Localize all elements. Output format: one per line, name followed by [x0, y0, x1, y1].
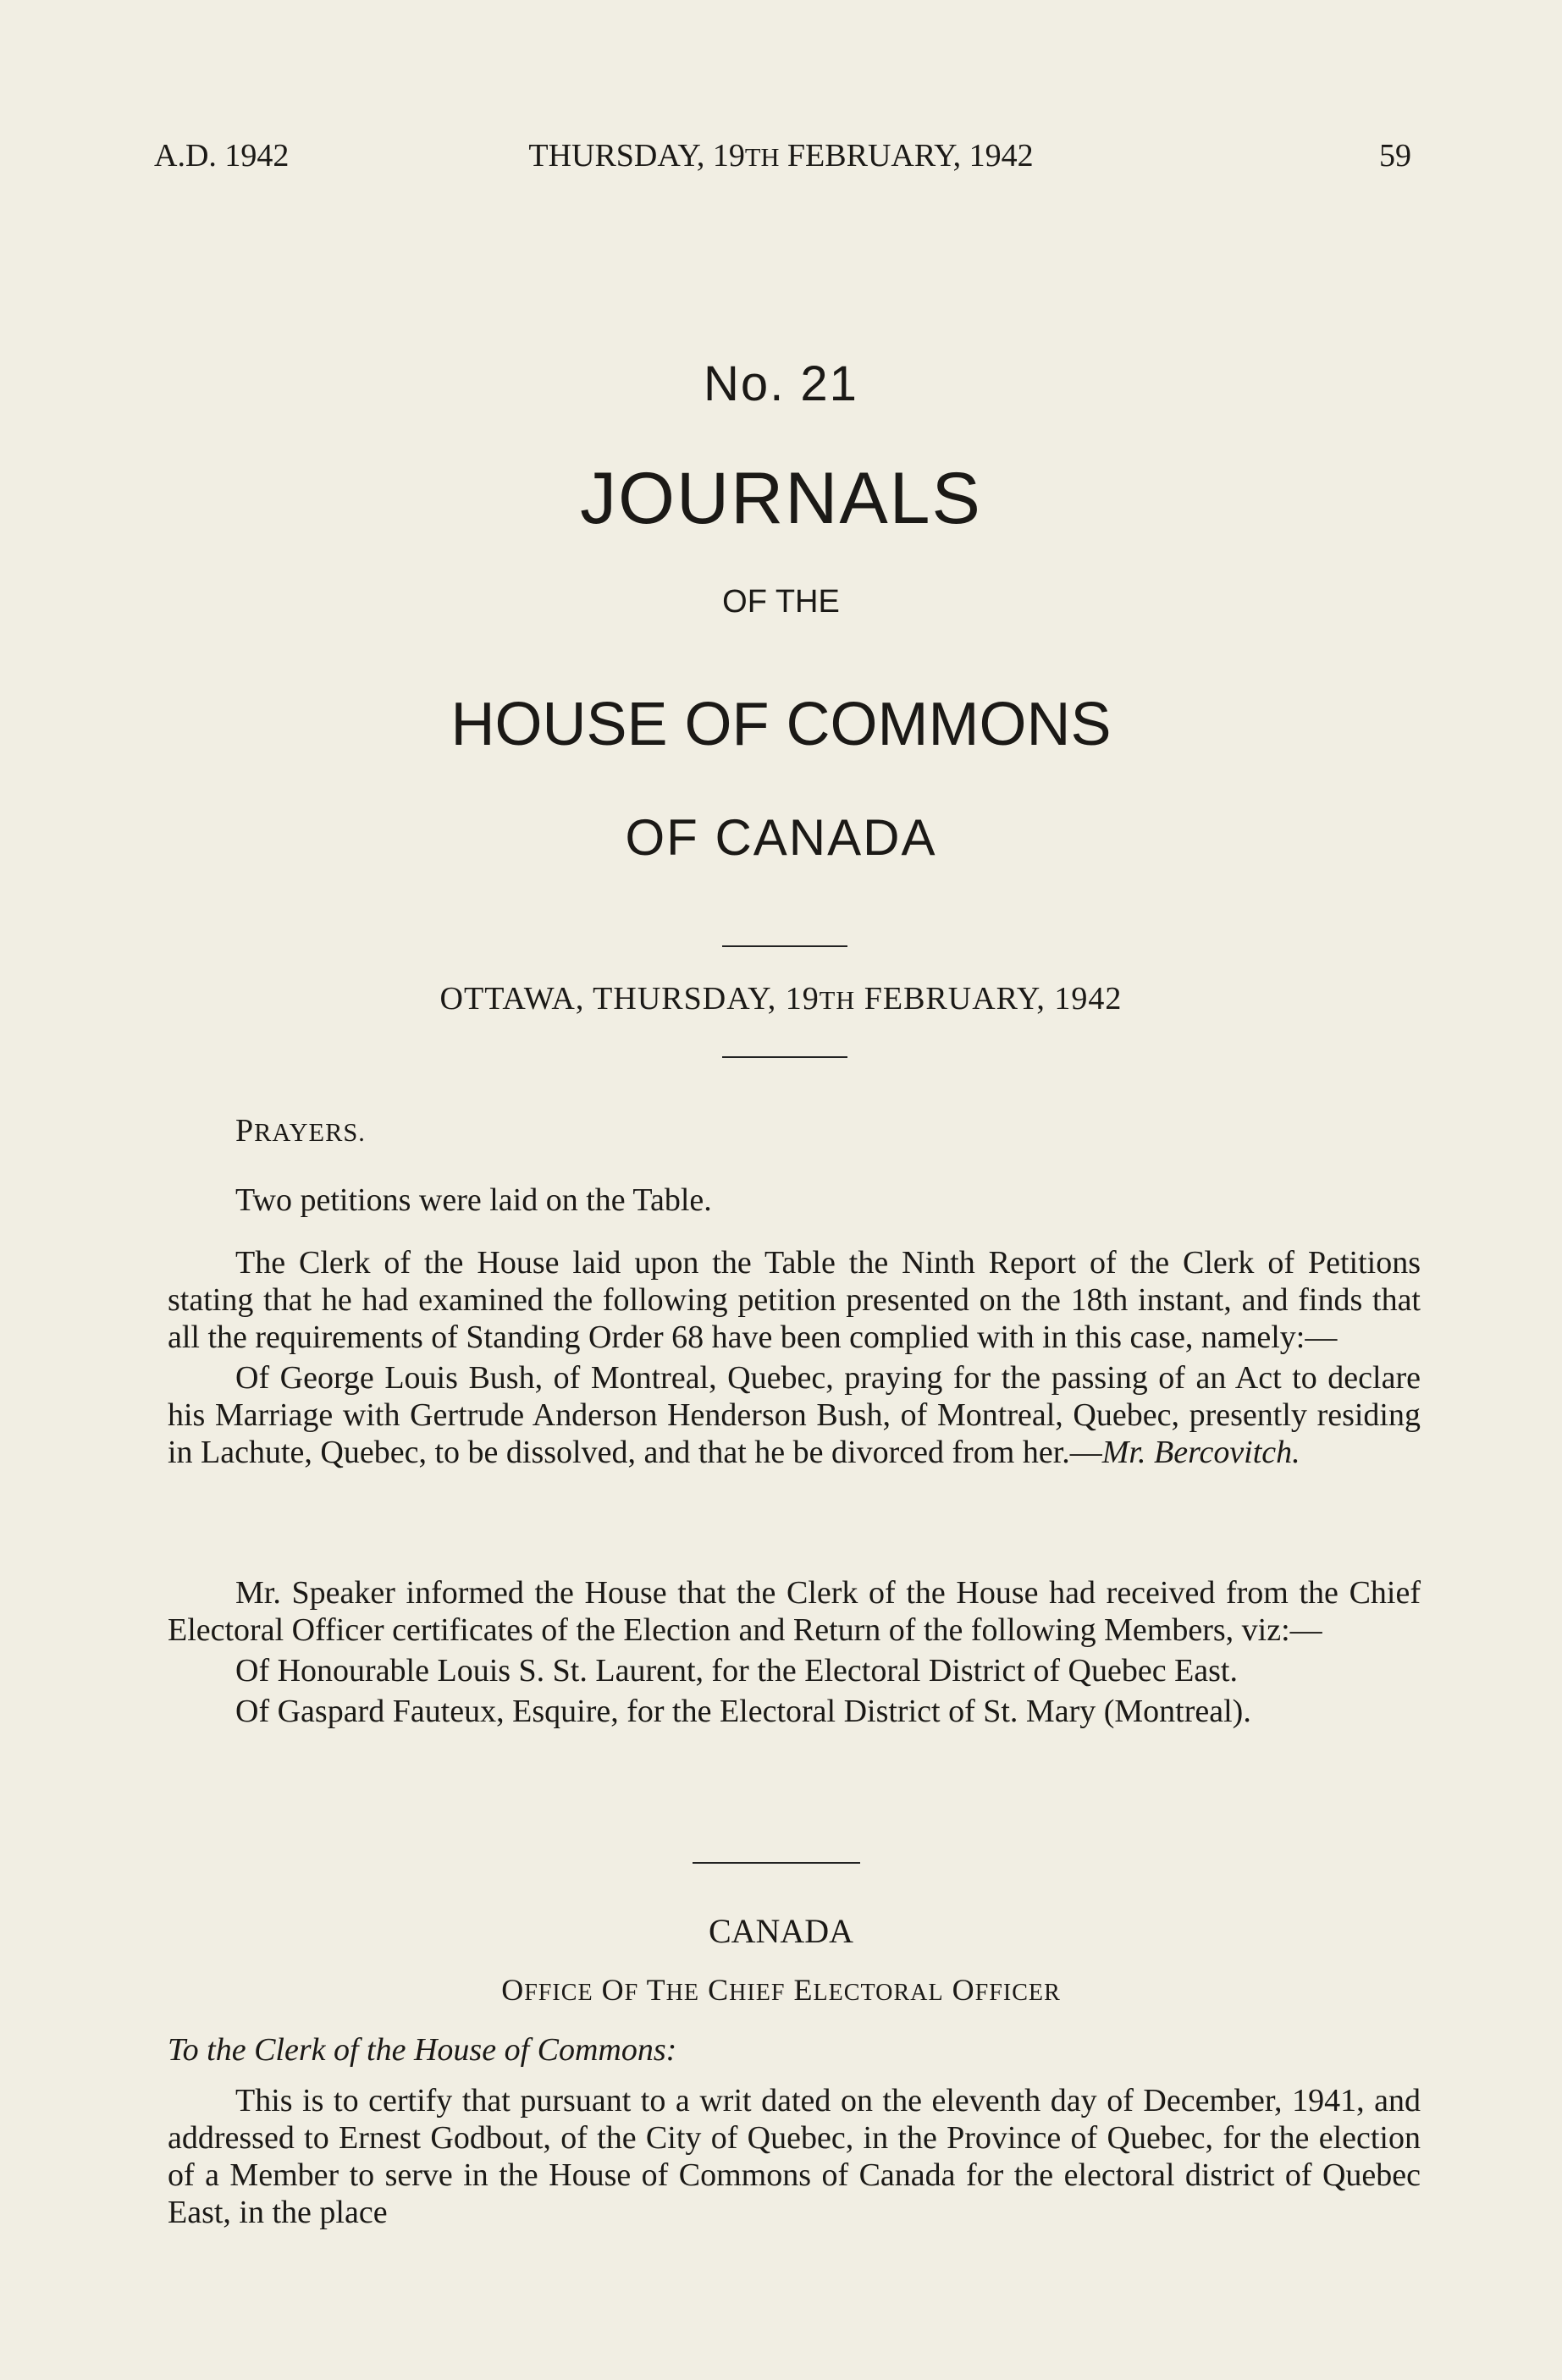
- journals-title: JOURNALS: [580, 458, 982, 539]
- page-number: 59: [1379, 138, 1411, 174]
- running-head-year: A.D. 1942: [154, 138, 290, 174]
- running-head: [0, 137, 1562, 188]
- salutation: To the Clerk of the House of Commons:: [168, 2032, 677, 2068]
- clerk-report-paragraph: The Clerk of the House laid upon the Table the Ninth Report of the Clerk of Petitions stating that he had examined the following petition presented on the 18th instant, and finds that all the requirements of Standing Order 68 have been complied with in this case, namely:—: [168, 1245, 1421, 1355]
- divider-rule: [722, 1056, 847, 1058]
- speaker-paragraph: Mr. Speaker informed the House that the Clerk of the House had received from the Chief Electoral Officer certificates of the Election and Return of the following Members, viz:—: [168, 1575, 1421, 1648]
- certificate-body: This is to certify that pursuant to a writ dated on the eleventh day of December, 1941, and addressed to Ernest Godbout, of the City of Quebec, in the Province of Quebec, for the election of a Member to serve in the House of Commons of Canada for the electoral district of Quebec East, in the place: [168, 2083, 1421, 2230]
- certificate-heading: CANADA: [708, 1912, 854, 1950]
- divider-rule: [722, 945, 847, 947]
- member-return-paragraph: Of Honourable Louis S. St. Laurent, for the Electoral District of Quebec East.: [235, 1653, 1238, 1689]
- member-name: Mr. Bercovitch.: [1101, 1435, 1300, 1470]
- prayers-heading: PRAYERS.: [235, 1113, 366, 1149]
- petitions-laid-paragraph: Two petitions were laid on the Table.: [235, 1182, 712, 1218]
- house-of-commons-title: HOUSE OF COMMONS: [450, 691, 1112, 758]
- office-heading: OFFICE OF THE CHIEF ELECTORAL OFFICER: [501, 1973, 1061, 2007]
- petition-paragraph: Of George Louis Bush, of Montreal, Quebec, praying for the passing of an Act to declare his Marriage with Gertrude Anderson Henderson Bush, of Montreal, Quebec, presently residing in Lachute, Quebec, to be dissolved, and that he be divorced from her.—Mr. Bercovitch.: [168, 1360, 1421, 1470]
- divider-rule: [693, 1862, 860, 1864]
- of-canada-title: OF CANADA: [625, 809, 937, 866]
- dateline: OTTAWA, THURSDAY, 19TH FEBRUARY, 1942: [439, 981, 1123, 1016]
- of-the-label: OF THE: [722, 584, 840, 620]
- issue-number: No. 21: [704, 356, 858, 411]
- speaker-section: [168, 1574, 1421, 1730]
- running-head-date: THURSDAY, 19TH FEBRUARY, 1942: [528, 138, 1034, 174]
- clerk-report-section: [168, 1244, 1421, 1471]
- member-return-paragraph: Of Gaspard Fauteux, Esquire, for the Electoral District of St. Mary (Montreal).: [235, 1694, 1251, 1729]
